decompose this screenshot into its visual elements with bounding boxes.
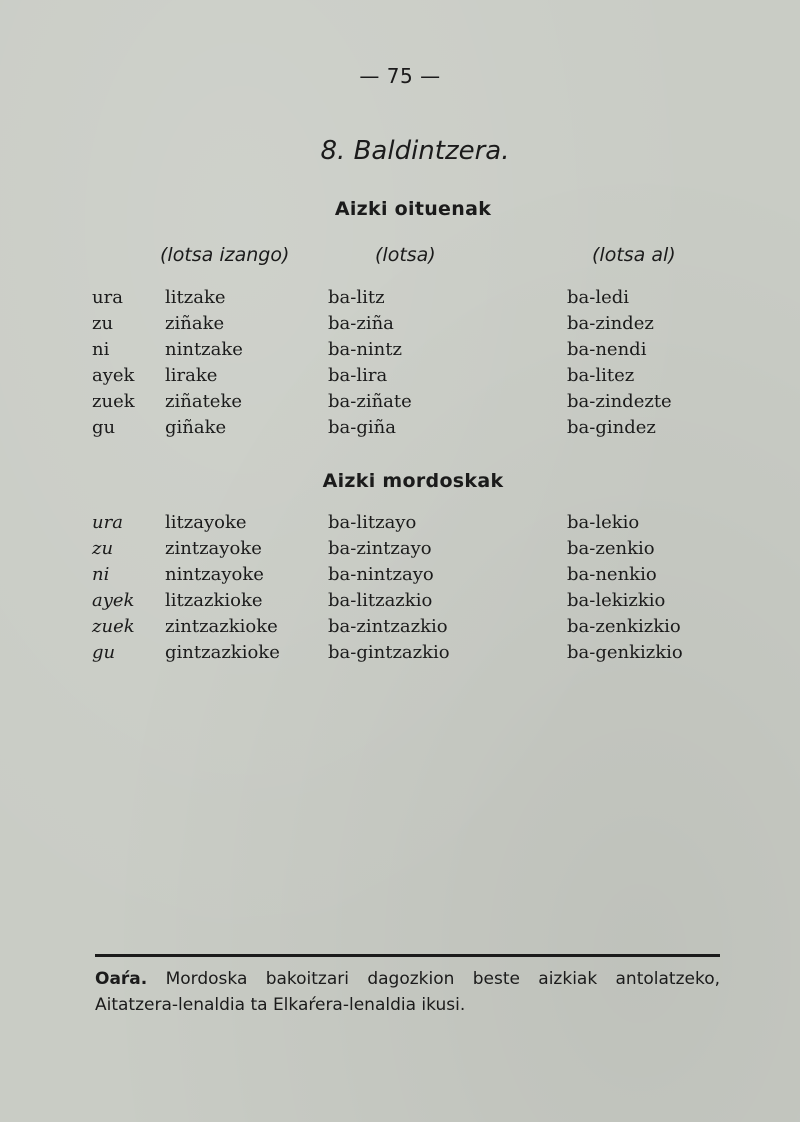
table-row [0, 311, 800, 337]
form-cell: ba-nintzayo [328, 564, 434, 585]
conjugation-table-common [0, 285, 800, 441]
form-cell: lirake [165, 365, 218, 386]
form-cell: ba-ledi [567, 287, 630, 308]
page-number: — 75 — [359, 64, 441, 88]
footnote [95, 966, 720, 1018]
form-cell: ba-zindez [567, 313, 654, 334]
section-heading-grouped-forms: Aizki mordoskak [322, 470, 504, 492]
column-header-2: (lotsa) [375, 244, 436, 266]
column-header-1: (lotsa izango) [160, 244, 290, 266]
pronoun-cell: ura [92, 287, 123, 308]
form-cell: ba-genkizkio [567, 642, 683, 663]
form-cell: ba-ziña [328, 313, 394, 334]
form-cell: ba-litez [567, 365, 635, 386]
form-cell: ziñateke [165, 391, 243, 412]
table-row [0, 363, 800, 389]
footnote-label: Oaŕa. [95, 969, 148, 989]
form-cell: ba-litz [328, 287, 385, 308]
form-cell: litzayoke [165, 512, 247, 533]
pronoun-cell: ayek [92, 590, 135, 611]
table-row [0, 614, 800, 640]
footnote-text: Mordoska bakoitzari dagozkion beste aizkiak antolatzeko, Aitatzera-lenaldia ta Elkaŕera-lenaldia ikusi. [95, 969, 721, 1015]
table-row [0, 562, 800, 588]
form-cell: ba-zintzayo [328, 538, 432, 559]
pronoun-cell: ni [92, 339, 110, 360]
form-cell: ba-gindez [567, 417, 656, 438]
form-cell: ba-lira [328, 365, 388, 386]
pronoun-cell: gu [92, 642, 116, 663]
conjugation-table-grouped [0, 510, 800, 666]
form-cell: ba-litzazkio [328, 590, 433, 611]
pronoun-cell: zuek [92, 391, 135, 412]
section-heading-common-forms: Aizki oituenak [334, 198, 492, 220]
form-cell: ba-nendi [567, 339, 647, 360]
table-row [0, 415, 800, 441]
table-row [0, 285, 800, 311]
form-cell: giñake [165, 417, 227, 438]
form-cell: litzake [165, 287, 226, 308]
form-cell: ba-litzayo [328, 512, 417, 533]
form-cell: ba-zindezte [567, 391, 672, 412]
column-header-3: (lotsa al) [592, 244, 676, 266]
pronoun-cell: ura [92, 512, 123, 533]
form-cell: ba-lekizkio [567, 590, 666, 611]
form-cell: litzazkioke [165, 590, 263, 611]
table-row [0, 337, 800, 363]
form-cell: nintzayoke [165, 564, 264, 585]
pronoun-cell: zu [92, 313, 114, 334]
footnote-divider [95, 954, 720, 957]
form-cell: ba-lekio [567, 512, 640, 533]
pronoun-cell: zuek [92, 616, 135, 637]
table-row [0, 588, 800, 614]
form-cell: ba-ziñate [328, 391, 412, 412]
pronoun-cell: gu [92, 417, 116, 438]
form-cell: zintzayoke [165, 538, 262, 559]
form-cell: ba-nintz [328, 339, 402, 360]
form-cell: ba-giña [328, 417, 396, 438]
pronoun-cell: ni [92, 564, 110, 585]
pronoun-cell: zu [92, 538, 114, 559]
form-cell: ba-nenkio [567, 564, 657, 585]
form-cell: ziñake [165, 313, 225, 334]
form-cell: ba-zenkio [567, 538, 655, 559]
table-row [0, 510, 800, 536]
form-cell: zintzazkioke [165, 616, 278, 637]
table-row [0, 389, 800, 415]
form-cell: ba-zintzazkio [328, 616, 448, 637]
form-cell: nintzake [165, 339, 243, 360]
table-row [0, 536, 800, 562]
form-cell: ba-zenkizkio [567, 616, 681, 637]
pronoun-cell: ayek [92, 365, 135, 386]
table-row [0, 640, 800, 666]
form-cell: gintzazkioke [165, 642, 280, 663]
form-cell: ba-gintzazkio [328, 642, 450, 663]
page-title: 8. Baldintzera. [320, 136, 510, 166]
